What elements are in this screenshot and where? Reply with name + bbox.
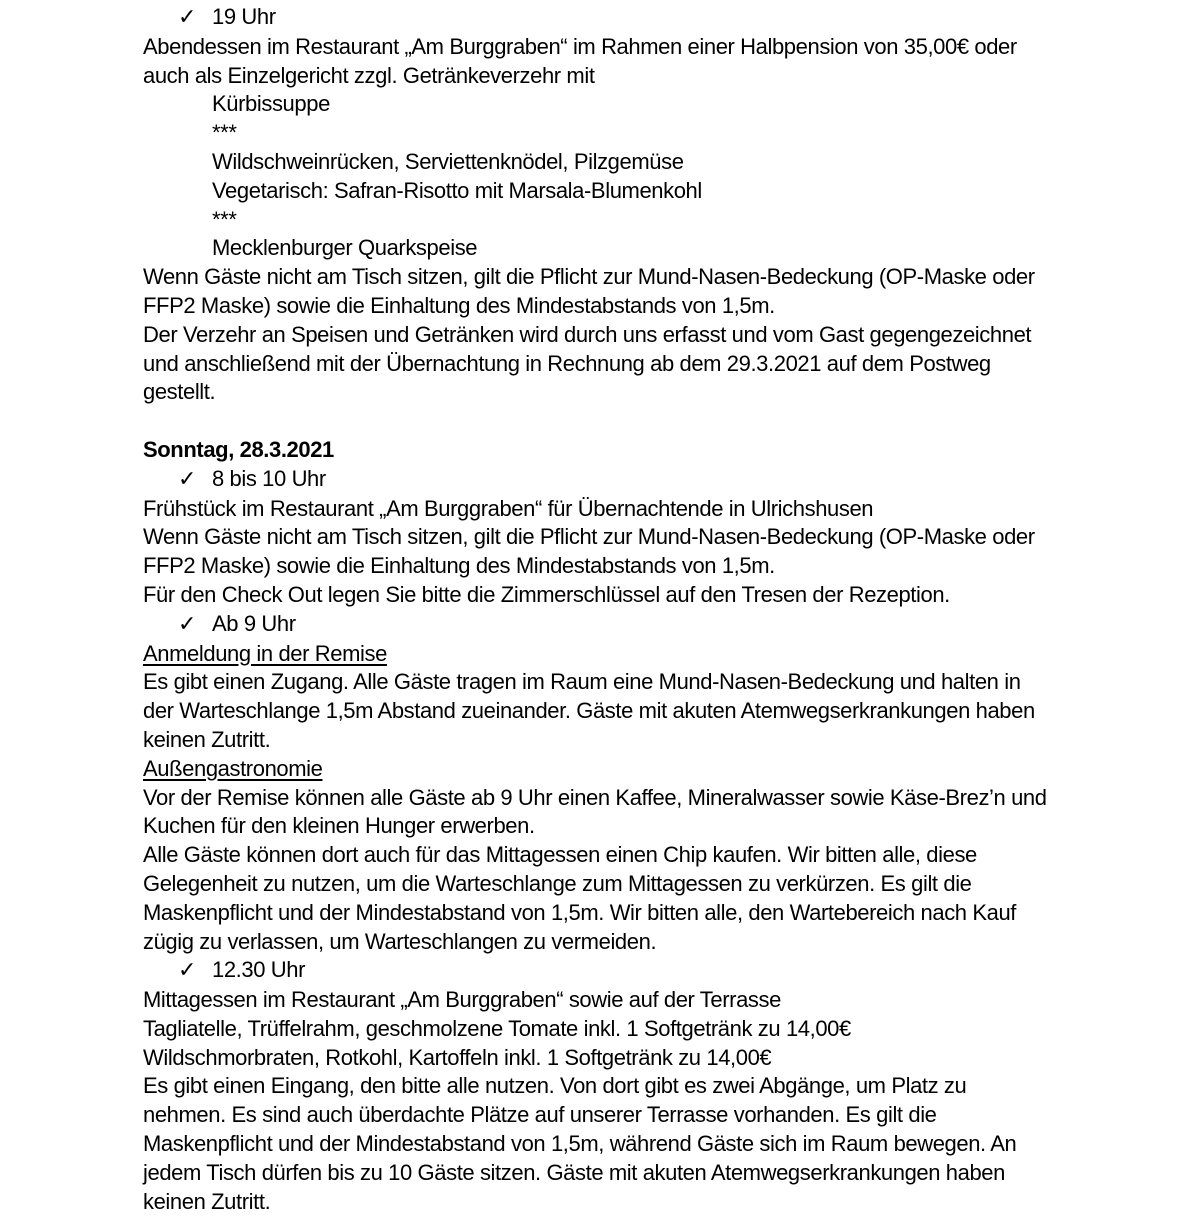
menu-separator: ***: [212, 120, 237, 146]
menu-item-line: Kürbissuppe: [212, 91, 330, 117]
time-label: Ab 9 Uhr: [212, 610, 296, 636]
paragraph-line: Gelegenheit zu nutzen, um die Warteschlange zum Mittagessen zu verkürzen. Es gilt die: [143, 870, 972, 896]
date-heading: Sonntag, 28.3.2021: [143, 436, 334, 462]
time-label: 8 bis 10 Uhr: [212, 465, 326, 491]
menu-item-line: Mecklenburger Quarkspeise: [212, 235, 478, 261]
check-icon: ✓: [178, 958, 197, 984]
paragraph-line: gestellt.: [143, 379, 216, 405]
paragraph-line: Maskenpflicht und der Mindestabstand von 1,5m. Wir bitten alle, den Wartebereich nach Kauf: [143, 899, 1017, 925]
paragraph-line: Mittagessen im Restaurant „Am Burggraben“ sowie auf der Terrasse: [143, 987, 781, 1013]
schedule-time-item: [143, 610, 1150, 640]
paragraph-line: auch als Einzelgericht zzgl. Getränkeverzehr mit: [143, 62, 595, 88]
time-label: 19 Uhr: [212, 4, 276, 29]
menu-separator: ***: [212, 206, 237, 232]
paragraph-line: Frühstück im Restaurant „Am Burggraben“ für Übernachtende in Ulrichshusen: [143, 495, 874, 521]
paragraph-line: jedem Tisch dürfen bis zu 10 Gäste sitzen. Gäste mit akuten Atemwegserkrankungen haben: [143, 1159, 1005, 1185]
menu-item-line: Vegetarisch: Safran-Risotto mit Marsala-Blumenkohl: [212, 177, 702, 203]
paragraph-line: Vor der Remise können alle Gäste ab 9 Uhr einen Kaffee, Mineralwasser sowie Käse-Brez’n und: [143, 784, 1047, 810]
blank-line: [143, 407, 1150, 436]
paragraph-line: keinen Zutritt.: [143, 1188, 271, 1214]
section-heading-underlined: Anmeldung in der Remise: [143, 640, 387, 666]
schedule-time-item: [143, 956, 1150, 986]
paragraph-line: und anschließend mit der Übernachtung in Rechnung ab dem 29.3.2021 auf dem Postweg: [143, 350, 991, 376]
check-icon: ✓: [178, 5, 197, 30]
paragraph-line: keinen Zutritt.: [143, 726, 271, 752]
paragraph-line: Wildschmorbraten, Rotkohl, Kartoffeln inkl. 1 Softgetränk zu 14,00€: [143, 1044, 772, 1070]
paragraph-line: zügig zu verlassen, um Warteschlangen zu vermeiden.: [143, 928, 657, 954]
paragraph-line: der Warteschlange 1,5m Abstand zueinander. Gäste mit akuten Atemwegserkrankungen haben: [143, 698, 1035, 724]
time-label: 12.30 Uhr: [212, 957, 306, 983]
check-icon: ✓: [178, 611, 197, 637]
paragraph-line: Wenn Gäste nicht am Tisch sitzen, gilt die Pflicht zur Mund-Nasen-Bedeckung (OP-Maske oder: [143, 264, 1035, 290]
paragraph-line: Kuchen für den kleinen Hunger erwerben.: [143, 813, 535, 839]
paragraph-line: Wenn Gäste nicht am Tisch sitzen, gilt die Pflicht zur Mund-Nasen-Bedeckung (OP-Maske oder: [143, 524, 1035, 550]
section-heading-underlined: Außengastronomie: [143, 755, 323, 781]
schedule-time-item: [143, 3, 1150, 33]
paragraph-line: Es gibt einen Eingang, den bitte alle nutzen. Von dort gibt es zwei Abgänge, um Platz zu: [143, 1073, 967, 1099]
paragraph-line: nehmen. Es sind auch überdachte Plätze auf unserer Terrasse vorhanden. Es gilt die: [143, 1102, 937, 1128]
paragraph-line: Maskenpflicht und der Mindestabstand von 1,5m, während Gäste sich im Raum bewegen. An: [143, 1131, 1017, 1157]
menu-item-line: Wildschweinrücken, Serviettenknödel, Pilzgemüse: [212, 148, 684, 174]
paragraph-line: FFP2 Maske) sowie die Einhaltung des Mindestabstands von 1,5m.: [143, 553, 775, 579]
schedule-time-item: [143, 465, 1150, 495]
paragraph-line: Der Verzehr an Speisen und Getränken wird durch uns erfasst und vom Gast gegengezeichnet: [143, 321, 1032, 347]
paragraph-line: Es gibt einen Zugang. Alle Gäste tragen im Raum eine Mund-Nasen-Bedeckung und halten in: [143, 669, 1021, 695]
paragraph-line: FFP2 Maske) sowie die Einhaltung des Mindestabstands von 1,5m.: [143, 292, 775, 318]
check-icon: ✓: [178, 466, 197, 492]
paragraph-line: Alle Gäste können dort auch für das Mittagessen einen Chip kaufen. Wir bitten alle, diese: [143, 842, 977, 868]
paragraph-line: Abendessen im Restaurant „Am Burggraben“ im Rahmen einer Halbpension von 35,00€ oder: [143, 33, 1017, 59]
paragraph-line: Für den Check Out legen Sie bitte die Zimmerschlüssel auf den Tresen der Rezeption.: [143, 581, 950, 607]
paragraph-line: Tagliatelle, Trüffelrahm, geschmolzene Tomate inkl. 1 Softgetränk zu 14,00€: [143, 1015, 851, 1041]
